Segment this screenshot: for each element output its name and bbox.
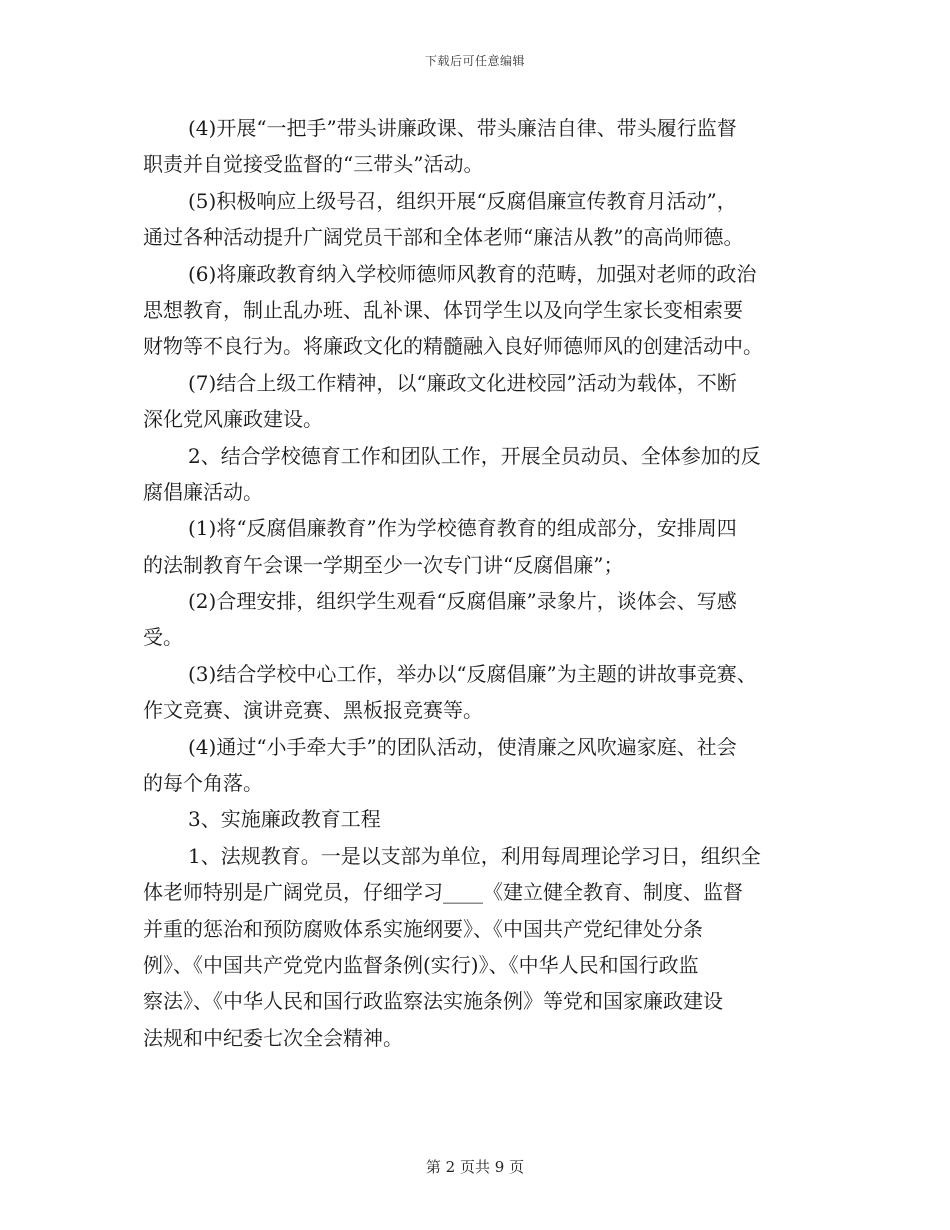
text-line: 体老师特别是广阔党员，仔细学习____《建立健全教育、制度、监督 xyxy=(143,880,743,905)
paragraph-5-education-month xyxy=(143,183,813,256)
page-number-footer: 第 2 页共 9 页 xyxy=(425,1158,525,1176)
paragraph-3-competitions xyxy=(143,656,813,729)
text-line: (4)通过“小手牵大手”的团队活动，使清廉之风吹遍家庭、社会 xyxy=(188,734,737,759)
text-line: 腐倡廉活动。 xyxy=(143,479,263,504)
text-line: 3、实施廉政教育工程 xyxy=(188,807,381,832)
text-line: 的每个角落。 xyxy=(143,771,263,796)
paragraph-4-team-activity xyxy=(143,729,813,802)
text-line: (6)将廉政教育纳入学校师德师风教育的范畴，加强对老师的政治 xyxy=(188,261,757,286)
page-header: 下载后可任意编辑 xyxy=(424,54,525,68)
text-line: 思想教育，制止乱办班、乱补课、体罚学生以及向学生家长变相索要 xyxy=(143,297,743,322)
section-3-heading xyxy=(143,801,813,837)
text-line: 并重的惩治和预防腐败体系实施纲要》、《中国共产党纪律处分条 xyxy=(143,916,703,941)
text-line: 察法》、《中华人民和国行政监察法实施条例》等党和国家廉政建设 xyxy=(143,989,723,1014)
text-line: (4)开展“一把手”带头讲廉政课、带头廉洁自律、带头履行监督 xyxy=(188,116,737,140)
paragraph-2-video xyxy=(143,583,813,656)
text-line: 职责并自觉接受监督的“三带头”活动。 xyxy=(143,152,484,177)
section-2-moral-education xyxy=(143,438,813,511)
text-line: 法规和中纪委七次全会精神。 xyxy=(143,1025,403,1050)
document-body xyxy=(143,110,813,1056)
text-line: 财物等不良行为。将廉政文化的精髓融入良好师德师风的创建活动中。 xyxy=(143,334,763,359)
paragraph-1-regulation-education xyxy=(143,838,813,1056)
paragraph-6-teacher-ethics xyxy=(143,256,813,365)
text-line: 的法制教育午会课一学期至少一次专门讲“反腐倡廉”； xyxy=(143,552,624,577)
text-line: 2、结合学校德育工作和团队工作，开展全员动员、全体参加的反 xyxy=(188,443,761,468)
text-line: 深化党风廉政建设。 xyxy=(143,407,323,432)
text-line: 例》、《中国共产党党内监督条例(实行)》、《中华人民和国行政监 xyxy=(143,952,699,977)
text-line: (3)结合学校中心工作，举办以“反腐倡廉”为主题的讲故事竞赛、 xyxy=(188,661,757,686)
text-line: 通过各种活动提升广阔党员干部和全体老师“廉洁从教”的高尚师德。 xyxy=(143,225,744,250)
text-line: 1、法规教育。一是以支部为单位，利用每周理论学习日，组织全 xyxy=(188,843,761,868)
text-line: 受。 xyxy=(143,625,183,650)
text-line: 作文竞赛、演讲竞赛、黑板报竞赛等。 xyxy=(143,698,483,723)
paragraph-7-campus-culture xyxy=(143,365,813,438)
text-line: (2)合理安排，组织学生观看“反腐倡廉”录象片，谈体会、写感 xyxy=(188,589,737,614)
text-line: (7)结合上级工作精神，以“廉政文化进校园”活动为载体，不断 xyxy=(188,370,737,395)
paragraph-1-noon-class xyxy=(143,510,813,583)
text-line: (1)将“反腐倡廉教育”作为学校德育教育的组成部分，安排周四 xyxy=(188,516,737,541)
paragraph-4-three-leads xyxy=(143,110,813,183)
text-line: (5)积极响应上级号召，组织开展“反腐倡廉宣传教育月活动”， xyxy=(188,188,737,213)
